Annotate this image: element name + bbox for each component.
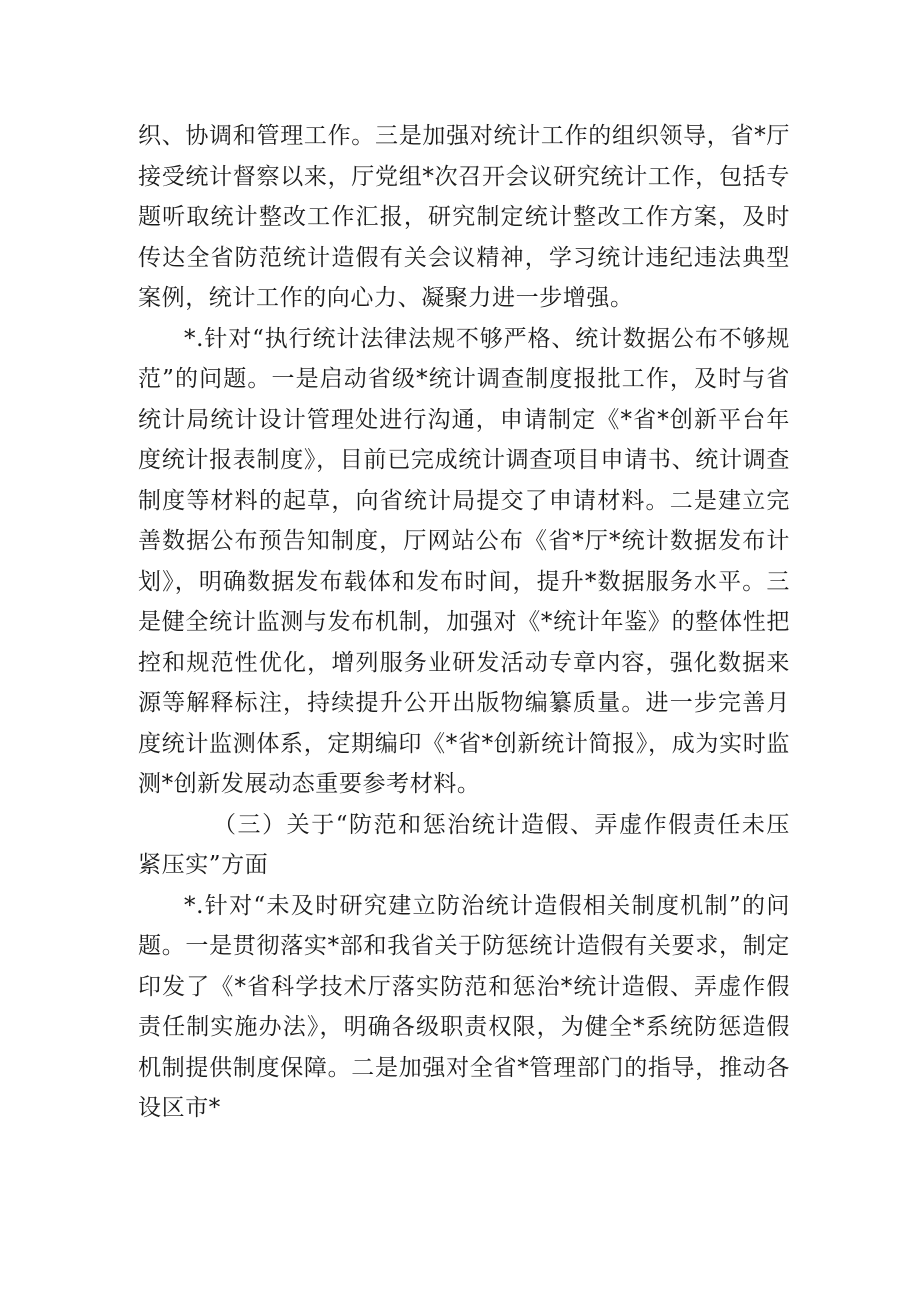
paragraph-item-statistics-law: *.针对“执行统计法律法规不够严格、统计数据公布不够规范”的问题。一是启动省级*统计调查制度报批工作，及时与省统计局统计设计管理处进行沟通，申请制定《*省*创新平台年度统计报表制度》，目前已完成统计调查项目申请书、统计调查制度等材料的起草，向省统计局提交了申请材料。二是建立完善数据公布预告知制度，厅网站公布《省*厅*统计数据发布计划》，明确数据发布载体和发布时间，提升*数据服务水平。三是健全统计监测与发布机制，加强对《*统计年鉴》的整体性把控和规范性优化，增列服务业研发活动专章内容，强化数据来源等解释标注，持续提升公开出版物编纂质量。进一步完善月度统计监测体系，定期编印《*省*创新统计简报》，成为实时监测*创新发展动态重要参考材料。 <box>138 325 790 797</box>
section-heading-three: （三）关于“防范和惩治统计造假、弄虚作假责任未压紧压实”方面 <box>138 811 790 878</box>
paragraph-continuation: 织、协调和管理工作。三是加强对统计工作的组织领导，省*厅接受统计督察以来，厅党组*次召开会议研究统计工作，包括专题听取统计整改工作汇报，研究制定统计整改工作方案，及时传达全省防范统计造假有关会议精神，学习统计违纪违法典型案例，统计工作的向心力、凝聚力进一步增强。 <box>138 123 790 311</box>
paragraph-item-anti-fraud: *.针对“未及时研究建立防治统计造假相关制度机制”的问题。一是贯彻落实*部和我省关于防惩统计造假有关要求，制定印发了《*省科学技术厅落实防范和惩治*统计造假、弄虚作假责任制实施办法》，明确各级职责权限，为健全*系统防惩造假机制提供制度保障。二是加强对全省*管理部门的指导，推动各设区市* <box>138 892 790 1121</box>
document-body <box>138 116 790 1129</box>
